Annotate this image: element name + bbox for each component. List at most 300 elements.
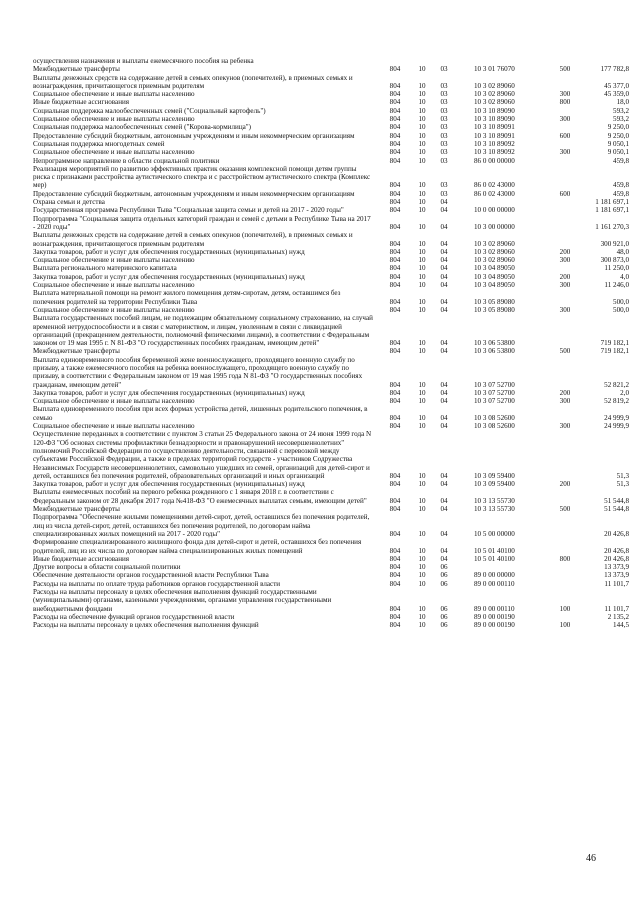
- expense-type-code: 800: [559, 554, 571, 563]
- expense-name: Формирование специализированного жилищного фонда для детей-сирот и детей, оставшихся без попечения родителей, лиц из их числа по договорам найма специализированных жилых помещений: [33, 538, 362, 555]
- expense-type-code: 200: [559, 272, 571, 281]
- amount: 300 921,0: [600, 239, 629, 248]
- table-row: [33, 98, 629, 107]
- section-code: 10: [418, 546, 426, 555]
- table-row: [33, 198, 629, 207]
- section-code: 10: [418, 413, 426, 422]
- table-row: [33, 214, 629, 232]
- target-article-code: 10 3 04 89050: [474, 281, 515, 290]
- amount: 45 359,0: [604, 90, 629, 99]
- amount: 9 050,1: [607, 139, 629, 148]
- expense-type-code: 300: [559, 397, 571, 406]
- table-row: [33, 571, 629, 580]
- amount: 459,8: [613, 189, 629, 198]
- subsection-code: 03: [440, 90, 448, 99]
- expense-name: Социальное обеспечение и иные выплаты населению: [33, 281, 195, 290]
- ministry-code: 804: [389, 247, 401, 256]
- target-article-code: 10 5 01 40100: [474, 546, 515, 555]
- subsection-code: 03: [440, 181, 448, 190]
- amount: 719 182,1: [600, 347, 629, 356]
- table-row: [33, 538, 629, 555]
- amount: 9 250,0: [607, 131, 629, 140]
- table-row: [33, 206, 629, 215]
- subsection-code: 04: [440, 554, 448, 563]
- target-article-code: 86 0 02 43000: [474, 181, 515, 190]
- table-row: [33, 289, 629, 306]
- subsection-code: 04: [440, 339, 448, 348]
- section-code: 10: [418, 106, 426, 115]
- subsection-code: 04: [440, 380, 448, 389]
- subsection-code: 04: [440, 471, 448, 480]
- subsection-code: 04: [440, 198, 448, 207]
- amount: 18,0: [616, 98, 629, 107]
- section-code: 10: [418, 156, 426, 165]
- expense-name: Предоставление субсидий бюджетным, автономным учреждениям и иным некоммерческим организациям: [33, 189, 355, 198]
- section-code: 10: [418, 579, 426, 588]
- subsection-code: 04: [440, 397, 448, 406]
- section-code: 10: [418, 281, 426, 290]
- amount: 11 250,0: [604, 264, 629, 273]
- ministry-code: 804: [389, 106, 401, 115]
- expense-name: Выплаты денежных средств на содержание детей в семьях опекунов (попечителей), в приемных семьях и вознаграждения, причитающегося приемным родителям: [33, 231, 353, 248]
- ministry-code: 804: [389, 239, 401, 248]
- target-article-code: 10 3 02 89060: [474, 81, 515, 90]
- subsection-code: 06: [440, 571, 448, 580]
- subsection-code: 04: [440, 422, 448, 431]
- target-article-code: 10 3 02 89060: [474, 90, 515, 99]
- expense-type-code: 300: [559, 256, 571, 265]
- expense-name: Выплата регионального материнского капитала: [33, 264, 177, 273]
- table-row: [33, 73, 629, 91]
- expense-name: Осуществление переданных в соответствии с пунктом 3 статьи 25 Федерального закона от 24 июня 1999 года N 120-ФЗ "Об основах системы профилактики безнадзорности и правонарушений несовершеннолетних" полномочий Российской Федерации по осуществлению деятельности, связанной с перевозкой между субъектами Российской Федерации, а также в пределах территорий государств - участников Содружества Независимых Государств несовершеннолетних, самовольно ушедших из семей, организаций для детей-сирот и детей, оставшихся без попечения родителей, образовательных организаций и иных организаций: [33, 430, 372, 480]
- section-code: 10: [418, 604, 426, 613]
- expense-name: Выплата государственных пособий лицам, не подлежащим обязательному социальному страхованию, на случай временной нетрудоспособности и в связи с материнством, и лицам, уволенным в связи с ликвидацией организаций (прекращением деятельности, полномочий физическими лицами), в соответствии с Федеральным законом от 19 мая 1995 г. N 81-ФЗ "О государственных пособиях гражданам, имеющим детей": [33, 314, 373, 348]
- expense-name: Расходы на выплаты по оплате труда работников органов государственной власти: [33, 579, 281, 588]
- table-row: [33, 148, 629, 157]
- target-article-code: 10 3 10 89090: [474, 106, 515, 115]
- amount: 593,2: [613, 115, 629, 124]
- target-article-code: 89 0 00 00110: [474, 604, 515, 613]
- subsection-code: 03: [440, 131, 448, 140]
- expense-name: Закупка товаров, работ и услуг для обеспечения государственных (муниципальных) нужд: [33, 247, 305, 256]
- table-row: [33, 139, 629, 148]
- ministry-code: 804: [389, 139, 401, 148]
- target-article-code: 89 0 00 00000: [474, 571, 515, 580]
- ministry-code: 804: [389, 189, 401, 198]
- ministry-code: 804: [389, 256, 401, 265]
- table-row: [33, 272, 629, 281]
- ministry-code: 804: [389, 65, 401, 74]
- expense-name: Социальная поддержка многодетных семей: [33, 139, 165, 148]
- table-row: [33, 405, 629, 422]
- target-article-code: 10 3 09 59400: [474, 471, 515, 480]
- section-code: 10: [418, 571, 426, 580]
- section-code: 10: [418, 131, 426, 140]
- amount: 1 161 270,3: [595, 222, 629, 231]
- target-article-code: 10 3 07 52700: [474, 388, 515, 397]
- expense-type-code: 300: [559, 281, 571, 290]
- expense-name: Социальное обеспечение и иные выплаты населению: [33, 256, 195, 265]
- target-article-code: 10 3 06 53800: [474, 339, 515, 348]
- table-row: [33, 314, 629, 348]
- amount: 13 373,9: [604, 563, 629, 572]
- expense-name: Социальная поддержка малообеспеченных семей ("Корова-кормилица"): [33, 123, 252, 132]
- expense-name: Другие вопросы в области социальной политики: [33, 563, 181, 572]
- expense-type-code: 300: [559, 148, 571, 157]
- expense-type-code: 300: [559, 305, 571, 314]
- section-code: 10: [418, 529, 426, 538]
- table-row: [33, 355, 629, 389]
- subsection-code: 04: [440, 239, 448, 248]
- section-code: 10: [418, 139, 426, 148]
- amount: 2 135,2: [607, 612, 629, 621]
- ministry-code: 804: [389, 471, 401, 480]
- ministry-code: 804: [389, 554, 401, 563]
- expense-type-code: 600: [559, 189, 571, 198]
- expense-name: Межбюджетные трансферты: [33, 347, 120, 356]
- table-row: [33, 264, 629, 273]
- section-code: 10: [418, 123, 426, 132]
- ministry-code: 804: [389, 413, 401, 422]
- expense-type-code: 500: [559, 65, 571, 74]
- subsection-code: 03: [440, 156, 448, 165]
- page-number: 46: [586, 853, 596, 864]
- amount: 9 250,0: [607, 123, 629, 132]
- table-row: [33, 231, 629, 248]
- subsection-code: 04: [440, 297, 448, 306]
- target-article-code: 10 3 08 52600: [474, 413, 515, 422]
- ministry-code: 804: [389, 115, 401, 124]
- expense-name: Выплата единовременного пособия при всех формах устройства детей, лишенных родительского попечения, в семью: [33, 405, 368, 422]
- subsection-code: 04: [440, 272, 448, 281]
- section-code: 10: [418, 98, 426, 107]
- ministry-code: 804: [389, 272, 401, 281]
- target-article-code: 10 3 13 55730: [474, 505, 515, 514]
- expense-name: Межбюджетные трансферты: [33, 65, 120, 74]
- expense-type-code: 500: [559, 347, 571, 356]
- expense-type-code: 500: [559, 505, 571, 514]
- expense-name: Иные бюджетные ассигнования: [33, 98, 130, 107]
- target-article-code: 10 3 04 89050: [474, 272, 515, 281]
- section-code: 10: [418, 90, 426, 99]
- table-row: [33, 347, 629, 356]
- amount: 51 544,8: [604, 496, 629, 505]
- target-article-code: 10 5 00 00000: [474, 529, 515, 538]
- expense-type-code: 800: [559, 98, 571, 107]
- amount: 24 999,9: [604, 413, 629, 422]
- expense-type-code: 600: [559, 131, 571, 140]
- expense-name: Расходы на выплаты персоналу в целях обеспечения выполнения функций: [33, 621, 259, 630]
- amount: 4,0: [620, 272, 629, 281]
- table-row: [33, 563, 629, 572]
- subsection-code: 04: [440, 388, 448, 397]
- expense-name: Непрограммное направление в области социальной политики: [33, 156, 220, 165]
- target-article-code: 10 3 10 89092: [474, 139, 515, 148]
- subsection-code: 04: [440, 281, 448, 290]
- section-code: 10: [418, 148, 426, 157]
- amount: 500,0: [613, 305, 629, 314]
- section-code: 10: [418, 397, 426, 406]
- section-code: 10: [418, 496, 426, 505]
- expense-name: Социальное обеспечение и иные выплаты населению: [33, 90, 195, 99]
- expense-type-code: 200: [559, 480, 571, 489]
- table-row: [33, 189, 629, 198]
- section-code: 10: [418, 554, 426, 563]
- section-code: 10: [418, 471, 426, 480]
- ministry-code: 804: [389, 81, 401, 90]
- ministry-code: 804: [389, 305, 401, 314]
- target-article-code: 10 3 10 89092: [474, 148, 515, 157]
- ministry-code: 804: [389, 397, 401, 406]
- ministry-code: 804: [389, 156, 401, 165]
- expense-type-code: 200: [559, 388, 571, 397]
- section-code: 10: [418, 563, 426, 572]
- table-row: [33, 115, 629, 124]
- ministry-code: 804: [389, 281, 401, 290]
- table-row: [33, 388, 629, 397]
- expense-name: Выплата материальной помощи на ремонт жилого помещения детям-сиротам, детям, оставшимся без попечения родителей на территории Республики Тыва: [33, 289, 341, 306]
- subsection-code: 04: [440, 264, 448, 273]
- amount: 593,2: [613, 106, 629, 115]
- table-row: [33, 164, 629, 190]
- amount: 52 819,2: [604, 397, 629, 406]
- section-code: 10: [418, 198, 426, 207]
- ministry-code: 804: [389, 422, 401, 431]
- expense-name: Выплаты денежных средств на содержание детей в семьях опекунов (попечителей), в приемных семьях и вознаграждения, причитающегося приемным родителям: [33, 73, 353, 90]
- ministry-code: 804: [389, 206, 401, 215]
- section-code: 10: [418, 115, 426, 124]
- expense-name: Социальная поддержка малообеспеченных семей ("Социальный картофель"): [33, 106, 266, 115]
- subsection-code: 03: [440, 189, 448, 198]
- ministry-code: 804: [389, 505, 401, 514]
- target-article-code: 10 3 02 89060: [474, 239, 515, 248]
- section-code: 10: [418, 239, 426, 248]
- section-code: 10: [418, 206, 426, 215]
- subsection-code: 06: [440, 604, 448, 613]
- table-row: [33, 513, 629, 538]
- subsection-code: 06: [440, 612, 448, 621]
- target-article-code: 10 3 07 52700: [474, 397, 515, 406]
- ministry-code: 804: [389, 90, 401, 99]
- ministry-code: 804: [389, 131, 401, 140]
- ministry-code: 804: [389, 612, 401, 621]
- table-row: [33, 281, 629, 290]
- table-row: [33, 422, 629, 431]
- expense-type-code: 200: [559, 247, 571, 256]
- expense-name: Выплаты ежемесячных пособий на первого ребенка рожденного с 1 января 2018 г. в соответствии с Федеральным законом от 28 декабря 2017 года №418-ФЗ "О ежемесячных выплатах семьям, имеющим детей": [33, 488, 367, 505]
- target-article-code: 10 3 09 59400: [474, 480, 515, 489]
- subsection-code: 06: [440, 579, 448, 588]
- expense-name: Подпрограмма "Социальная защита отдельных категорий граждан и семей с детьми в Республике Тыва на 2017 - 2020 годы": [33, 214, 371, 231]
- subsection-code: 03: [440, 98, 448, 107]
- target-article-code: 89 0 00 00110: [474, 579, 515, 588]
- target-article-code: 10 5 01 40100: [474, 554, 515, 563]
- subsection-code: 03: [440, 81, 448, 90]
- target-article-code: 10 3 08 52600: [474, 422, 515, 431]
- expense-type-code: 300: [559, 422, 571, 431]
- ministry-code: 804: [389, 98, 401, 107]
- ministry-code: 804: [389, 546, 401, 555]
- expense-name: Расходы на выплаты персоналу в целях обеспечения выполнения функций государственными (муниципальными) органами, казенными учреждениями, органами управления государственными внебюджетными фондами: [33, 588, 332, 613]
- amount: 1 181 697,1: [595, 198, 629, 207]
- section-code: 10: [418, 339, 426, 348]
- section-code: 10: [418, 480, 426, 489]
- ministry-code: 804: [389, 198, 401, 207]
- expense-type-code: 100: [559, 604, 571, 613]
- subsection-code: 04: [440, 256, 448, 265]
- amount: 51 544,8: [604, 505, 629, 514]
- ministry-code: 804: [389, 380, 401, 389]
- target-article-code: 10 3 00 00000: [474, 222, 515, 231]
- amount: 24 999,9: [604, 422, 629, 431]
- subsection-code: 03: [440, 123, 448, 132]
- ministry-code: 804: [389, 604, 401, 613]
- target-article-code: 86 0 02 43000: [474, 189, 515, 198]
- ministry-code: 804: [389, 563, 401, 572]
- ministry-code: 804: [389, 347, 401, 356]
- ministry-code: 804: [389, 123, 401, 132]
- table-row: [33, 505, 629, 514]
- expense-name: Подпрограмма "Обеспечение жилыми помещениями детей-сирот, детей, оставшихся без попечения родителей, лиц из числа детей-сирот, детей, оставшихся без попечения родителей, по договорам найма специализированных жилых помещений на 2017 - 2020 годы": [33, 513, 370, 538]
- expense-name: Социальное обеспечение и иные выплаты населению: [33, 305, 195, 314]
- expense-type-code: 100: [559, 621, 571, 630]
- expense-type-code: 300: [559, 115, 571, 124]
- amount: 20 426,8: [604, 529, 629, 538]
- amount: 459,8: [613, 181, 629, 190]
- section-code: 10: [418, 505, 426, 514]
- subsection-code: 04: [440, 206, 448, 215]
- amount: 51,3: [616, 471, 629, 480]
- amount: 11 101,7: [604, 579, 629, 588]
- table-row: [33, 430, 629, 480]
- section-code: 10: [418, 297, 426, 306]
- amount: 45 377,0: [604, 81, 629, 90]
- expense-type-code: 300: [559, 90, 571, 99]
- expense-name: Государственная программа Республики Тыва "Социальная защита семьи и детей на 2017 - 2020 годы": [33, 206, 344, 215]
- table-row: [33, 588, 629, 613]
- target-article-code: 10 3 04 89050: [474, 264, 515, 273]
- table-row: [33, 488, 629, 505]
- table-row: [33, 621, 629, 630]
- target-article-code: 10 3 10 89091: [474, 131, 515, 140]
- ministry-code: 804: [389, 621, 401, 630]
- amount: 48,0: [616, 247, 629, 256]
- subsection-code: 03: [440, 106, 448, 115]
- subsection-code: 04: [440, 413, 448, 422]
- subsection-code: 06: [440, 621, 448, 630]
- table-row: [33, 65, 629, 74]
- expense-name: Социальное обеспечение и иные выплаты населению: [33, 422, 195, 431]
- table-row: [33, 247, 629, 256]
- amount: 11 246,0: [604, 281, 629, 290]
- amount: 2,0: [620, 388, 629, 397]
- amount: 500,0: [613, 297, 629, 306]
- subsection-code: 06: [440, 563, 448, 572]
- expense-name: Закупка товаров, работ и услуг для обеспечения государственных (муниципальных) нужд: [33, 480, 305, 489]
- section-code: 10: [418, 65, 426, 74]
- table-row: [33, 106, 629, 115]
- target-article-code: 10 3 06 53800: [474, 347, 515, 356]
- section-code: 10: [418, 422, 426, 431]
- ministry-code: 804: [389, 339, 401, 348]
- expense-name: Межбюджетные трансферты: [33, 505, 120, 514]
- amount: 51,3: [616, 480, 629, 489]
- table-row: [33, 57, 613, 65]
- expense-name: Социальное обеспечение и иные выплаты населению: [33, 115, 195, 124]
- expense-name: Предоставление субсидий бюджетным, автономным учреждениям и иным некоммерческим организациям: [33, 131, 355, 140]
- subsection-code: 04: [440, 505, 448, 514]
- target-article-code: 10 3 13 55730: [474, 496, 515, 505]
- subsection-code: 04: [440, 347, 448, 356]
- subsection-code: 03: [440, 139, 448, 148]
- table-row: [33, 579, 629, 588]
- ministry-code: 804: [389, 222, 401, 231]
- ministry-code: 804: [389, 480, 401, 489]
- target-article-code: 10 0 00 00000: [474, 206, 515, 215]
- expense-name: Реализация мероприятий по развитию эффективных практик оказания комплексной помощи детям группы риска с признаками расстройства аутистического спектра и с расстройством аутистического спектра (Комплекс мер): [33, 164, 371, 190]
- amount: 13 373,9: [604, 571, 629, 580]
- amount: 52 821,2: [604, 380, 629, 389]
- section-code: 10: [418, 247, 426, 256]
- subsection-code: 03: [440, 148, 448, 157]
- amount: 20 426,8: [604, 554, 629, 563]
- table-row: [33, 612, 629, 621]
- expense-name: Социальное обеспечение и иные выплаты населению: [33, 148, 195, 157]
- table-row: [33, 397, 629, 406]
- expense-name: Выплата единовременного пособия беременной жене военнослужащего, проходящего военную службу по призыву, а также ежемесячного пособия на ребенка военнослужащего, проходящего военную службу по призыву, в соответствии с Федеральным законом от 19 мая 1995 года N 81-ФЗ "О государственных пособиях гражданам, имеющим детей": [33, 355, 363, 389]
- amount: 1 181 697,1: [595, 206, 629, 215]
- section-code: 10: [418, 347, 426, 356]
- table-row: [33, 123, 629, 132]
- amount: 11 101,7: [604, 604, 629, 613]
- target-article-code: 89 0 00 00190: [474, 621, 515, 630]
- section-code: 10: [418, 621, 426, 630]
- subsection-code: 03: [440, 65, 448, 74]
- section-code: 10: [418, 189, 426, 198]
- target-article-code: 89 0 00 00190: [474, 612, 515, 621]
- target-article-code: 10 3 02 89060: [474, 98, 515, 107]
- subsection-code: 04: [440, 529, 448, 538]
- section-code: 10: [418, 272, 426, 281]
- section-code: 10: [418, 380, 426, 389]
- subsection-code: 04: [440, 546, 448, 555]
- target-article-code: 10 3 10 89091: [474, 123, 515, 132]
- target-article-code: 10 3 02 89060: [474, 256, 515, 265]
- ministry-code: 804: [389, 529, 401, 538]
- amount: 144,5: [613, 621, 629, 630]
- section-code: 10: [418, 388, 426, 397]
- expense-name: Иные бюджетные ассигнования: [33, 554, 130, 563]
- ministry-code: 804: [389, 148, 401, 157]
- target-article-code: 86 0 00 00000: [474, 156, 515, 165]
- target-article-code: 10 3 01 76070: [474, 65, 515, 74]
- amount: 719 182,1: [600, 339, 629, 348]
- ministry-code: 804: [389, 579, 401, 588]
- target-article-code: 10 3 02 89060: [474, 247, 515, 256]
- subsection-code: 04: [440, 247, 448, 256]
- amount: 20 426,8: [604, 546, 629, 555]
- amount: 459,8: [613, 156, 629, 165]
- table-row: [33, 554, 629, 563]
- ministry-code: 804: [389, 571, 401, 580]
- target-article-code: 10 3 05 89080: [474, 305, 515, 314]
- subsection-code: 03: [440, 115, 448, 124]
- amount: 177 782,8: [600, 65, 629, 74]
- section-code: 10: [418, 264, 426, 273]
- section-code: 10: [418, 181, 426, 190]
- section-code: 10: [418, 81, 426, 90]
- section-code: 10: [418, 256, 426, 265]
